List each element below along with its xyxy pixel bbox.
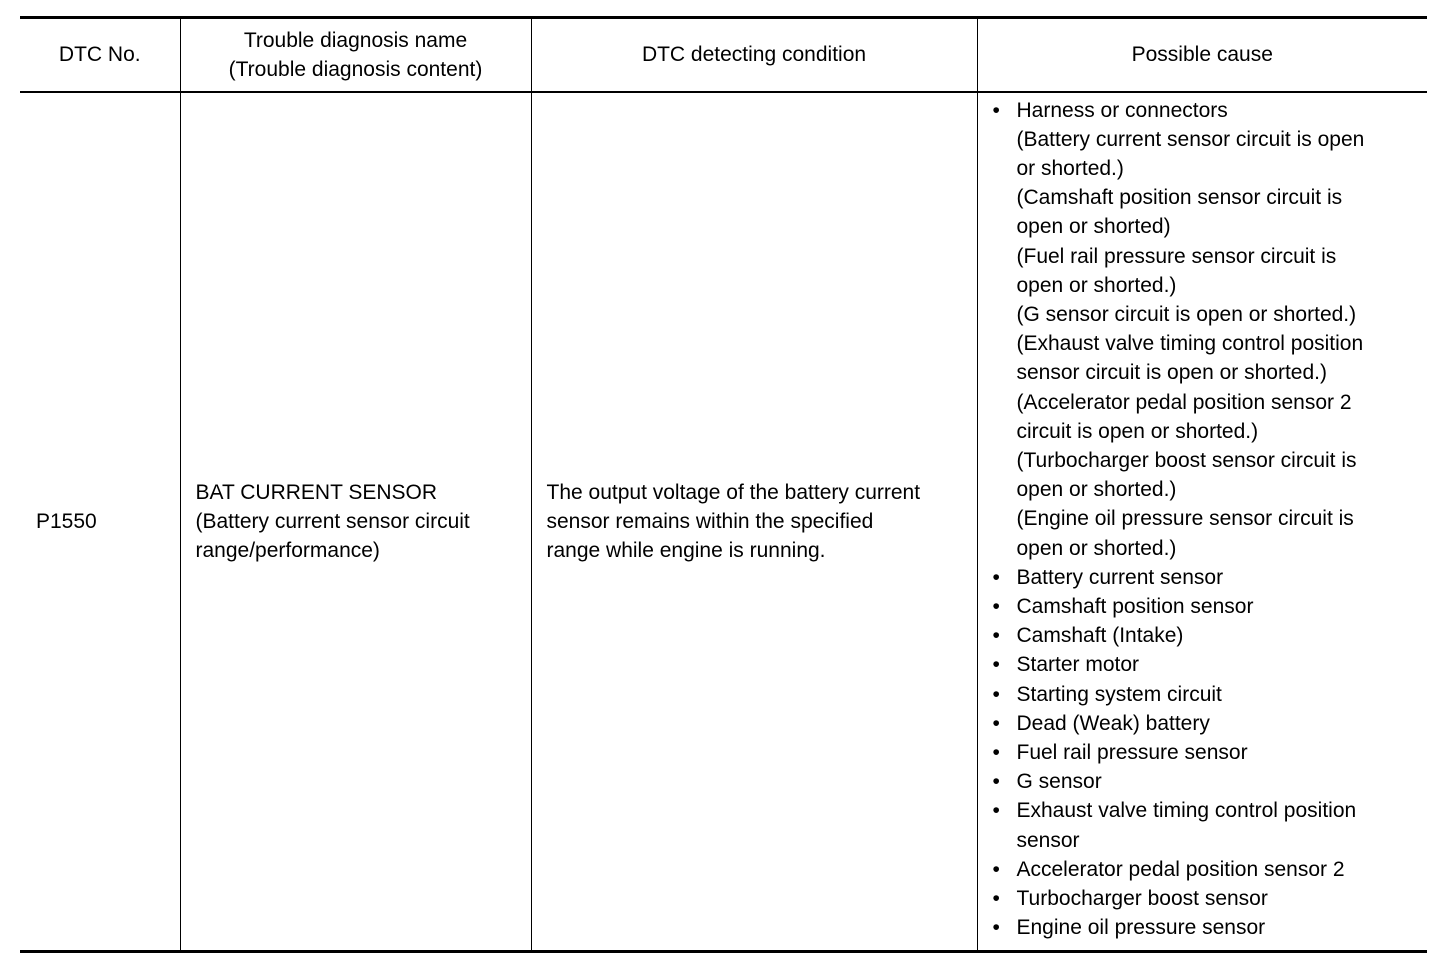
cause-line: (Accelerator pedal position sensor 2 — [1016, 390, 1352, 414]
cause-item — [978, 96, 1428, 563]
cause-line: open or shorted) — [1016, 215, 1171, 239]
bullet-icon: • — [992, 594, 1000, 618]
cause-item — [978, 855, 1428, 884]
cause-line: Accelerator pedal position sensor 2 — [1016, 857, 1345, 881]
bullet-icon: • — [992, 565, 1000, 589]
cause-item — [978, 592, 1428, 621]
condition-line: sensor remains within the specified — [546, 509, 874, 533]
bullet-icon: • — [992, 916, 1000, 940]
cause-item — [978, 621, 1428, 650]
cause-line: (Battery current sensor circuit is open — [1016, 127, 1365, 151]
cause-line: Starter motor — [1016, 653, 1140, 677]
bullet-icon: • — [992, 653, 1000, 677]
cause-item — [978, 767, 1428, 796]
cause-item — [978, 650, 1428, 679]
header-name-line: Trouble diagnosis name — [243, 28, 468, 52]
name-line: (Battery current sensor circuit — [195, 509, 470, 533]
cause-item — [978, 709, 1428, 738]
cause-item — [978, 913, 1428, 942]
detecting-condition — [531, 92, 977, 952]
cause-line: Camshaft position sensor — [1016, 594, 1254, 618]
header-possible-cause: Possible cause — [977, 18, 1427, 92]
cause-line: Dead (Weak) battery — [1016, 711, 1210, 735]
cause-line: Turbocharger boost sensor — [1016, 886, 1268, 910]
bullet-icon: • — [992, 740, 1000, 764]
header-row — [20, 18, 1427, 92]
cause-line: open or shorted.) — [1016, 536, 1177, 560]
bullet-icon: • — [992, 682, 1000, 706]
trouble-diagnosis-name — [180, 92, 531, 952]
dtc-table — [20, 16, 1427, 953]
cause-list — [978, 96, 1428, 943]
cause-line: (Turbocharger boost sensor circuit is — [1016, 448, 1357, 472]
cause-line: open or shorted.) — [1016, 273, 1177, 297]
condition-line: range while engine is running. — [546, 539, 826, 563]
cause-line: G sensor — [1016, 770, 1102, 794]
bullet-icon: • — [992, 857, 1000, 881]
cause-line: (Fuel rail pressure sensor circuit is — [1016, 244, 1337, 268]
cause-line: sensor circuit is open or shorted.) — [1016, 361, 1327, 385]
header-detecting-condition: DTC detecting condition — [531, 18, 977, 92]
header-dtc-no: DTC No. — [58, 43, 141, 67]
cause-line: circuit is open or shorted.) — [1016, 419, 1259, 443]
bullet-icon: • — [992, 770, 1000, 794]
table-row — [20, 92, 1427, 952]
cause-line: Fuel rail pressure sensor — [1016, 740, 1248, 764]
cause-line: Engine oil pressure sensor — [1016, 916, 1266, 940]
cause-line: Camshaft (Intake) — [1016, 624, 1184, 648]
cause-line: (G sensor circuit is open or shorted.) — [1016, 302, 1357, 326]
cause-line: (Camshaft position sensor circuit is — [1016, 186, 1343, 210]
dtc-number: P1550 — [36, 509, 97, 533]
name-line: BAT CURRENT SENSOR — [195, 480, 438, 504]
possible-cause — [977, 92, 1427, 952]
cause-item — [978, 796, 1428, 854]
cause-line: open or shorted.) — [1016, 478, 1177, 502]
cause-line: Starting system circuit — [1016, 682, 1222, 706]
cause-item — [978, 680, 1428, 709]
cause-item — [978, 738, 1428, 767]
cause-line: (Engine oil pressure sensor circuit is — [1016, 507, 1354, 531]
cause-item — [978, 884, 1428, 913]
cause-item — [978, 563, 1428, 592]
header-trouble-diagnosis-name — [180, 18, 531, 92]
name-line: range/performance) — [195, 539, 380, 563]
bullet-icon: • — [992, 98, 1000, 122]
cause-line: Harness or connectors — [1016, 98, 1228, 122]
cause-line: Battery current sensor — [1016, 565, 1224, 589]
cause-line: sensor — [1016, 828, 1080, 852]
cause-line: (Exhaust valve timing control position — [1016, 332, 1364, 356]
header-name-line: (Trouble diagnosis content) — [228, 57, 483, 81]
condition-line: The output voltage of the battery current — [546, 480, 921, 504]
cause-line: Exhaust valve timing control position — [1016, 799, 1357, 823]
bullet-icon: • — [992, 886, 1000, 910]
cause-line: or shorted.) — [1016, 156, 1124, 180]
bullet-icon: • — [992, 799, 1000, 823]
table-body — [20, 92, 1427, 952]
bullet-icon: • — [992, 624, 1000, 648]
table-header — [20, 18, 1427, 92]
bullet-icon: • — [992, 711, 1000, 735]
